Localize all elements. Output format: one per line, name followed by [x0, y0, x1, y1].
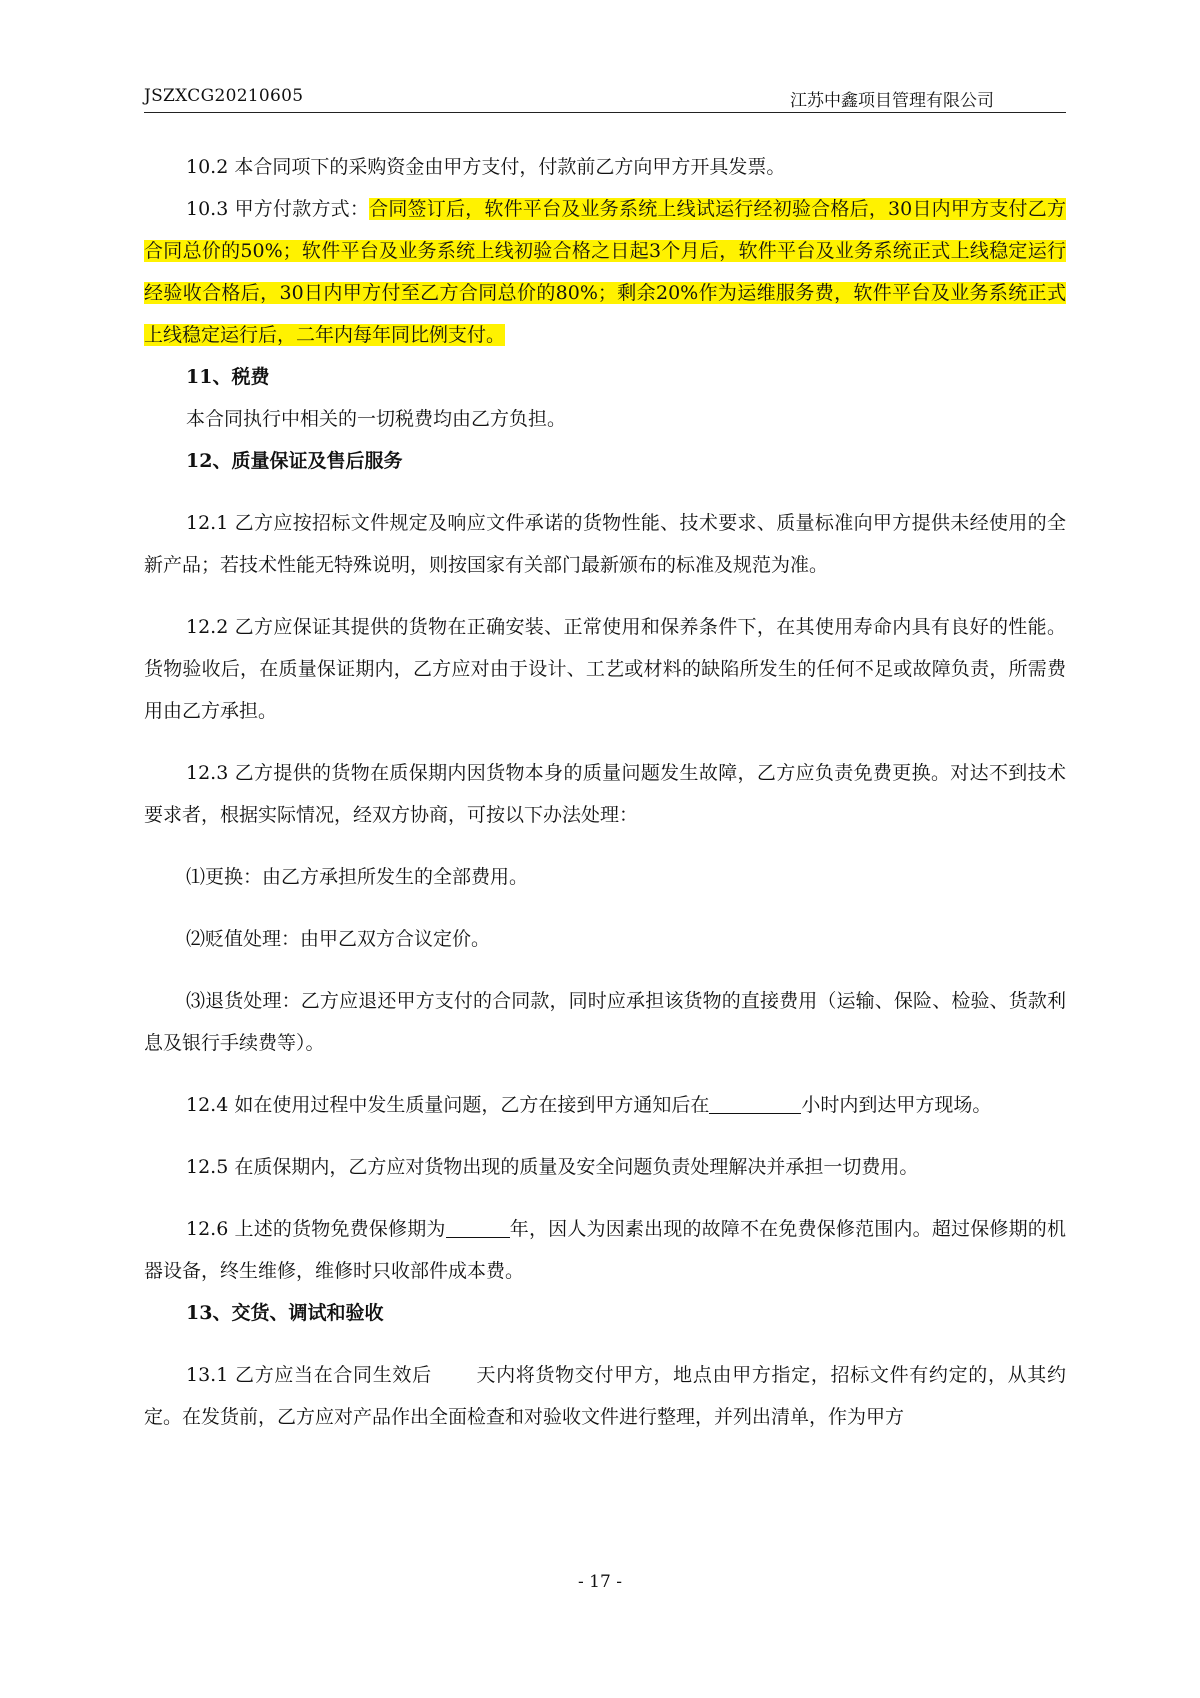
list-item-return: ⑶退货处理：乙方应退还甲方支付的合同款，同时应承担该货物的直接费用（运输、保险、检验、货款利息及银行手续费等）。: [144, 990, 1066, 1054]
clause-12-3: 12.3 乙方提供的货物在质保期内因货物本身的质量问题发生故障，乙方应负责免费更换。对达不到技术要求者，根据实际情况，经双方协商，可按以下办法处理：: [144, 762, 1066, 826]
clause-13-1-text-b: 天内将货物交付甲方，地点由甲方指定，招标文件有约定的，从其约定。在发货前，乙方应对产品作出全面检查和对验收文件进行整理，并列出清单，作为甲方: [144, 1364, 1066, 1428]
clause-12-4-text-b: 小时内到达甲方现场。: [801, 1094, 992, 1116]
clause-12-2: 12.2 乙方应保证其提供的货物在正确安装、正常使用和保养条件下，在其使用寿命内具有良好的性能。货物验收后，在质量保证期内，乙方应对由于设计、工艺或材料的缺陷所发生的任何不足或故障负责，所需费用由乙方承担。: [144, 616, 1066, 722]
clause-12-5: 12.5 在质保期内，乙方应对货物出现的质量及安全问题负责处理解决并承担一切费用。: [186, 1156, 919, 1178]
fill-blank-hours: [709, 1091, 801, 1114]
clause-12-6-text-b: 年，因人为因素出现的故障不在免费保修范围内。超过保修期的机器设备，终生维修，维修时只收部件成本费。: [144, 1218, 1066, 1282]
clause-12-4: [144, 1084, 1066, 1126]
clause-12-4-text-a: 12.4 如在使用过程中发生质量问题，乙方在接到甲方通知后在: [186, 1094, 710, 1116]
clause-13-1-text-a: 13.1 乙方应当在合同生效后: [186, 1364, 432, 1386]
clause-12-1: 12.1 乙方应按招标文件规定及响应文件承诺的货物性能、技术要求、质量标准向甲方提供未经使用的全新产品；若技术性能无特殊说明，则按国家有关部门最新颁布的标准及规范为准。: [144, 512, 1066, 576]
clause-10-2: 10.2 本合同项下的采购资金由甲方支付，付款前乙方向甲方开具发票。: [186, 156, 786, 178]
fill-blank-days: [432, 1362, 476, 1384]
clause-10-3-prefix: 10.3 甲方付款方式：: [186, 198, 370, 220]
page-number: - 17 -: [578, 1572, 622, 1592]
clause-12-6: [144, 1208, 1066, 1292]
section-heading-13: 13、交货、调试和验收: [186, 1302, 384, 1324]
clause-10-3: [144, 188, 1066, 356]
company-name: 江苏中鑫项目管理有限公司: [790, 91, 994, 111]
clause-11: 本合同执行中相关的一切税费均由乙方负担。: [186, 408, 567, 430]
section-heading-11: 11、税费: [186, 366, 270, 388]
list-item-depreciation: ⑵贬值处理：由甲乙双方合议定价。: [186, 928, 491, 950]
highlighted-payment-terms: 合同签订后，软件平台及业务系统上线试运行经初验合格后，30日内甲方支付乙方合同总价的50%；软件平台及业务系统上线初验合格之日起3个月后，软件平台及业务系统正式上线稳定运行经验收合格后，30日内甲方付至乙方合同总价的80%；剩余20%作为运维服务费，软件平台及业务系统正式上线稳定运行后，二年内每年同比例支付。: [144, 198, 1066, 346]
fill-blank-years: [446, 1215, 510, 1238]
page-header: [144, 86, 1066, 113]
section-heading-12: 12、质量保证及售后服务: [186, 450, 403, 472]
list-item-replace: ⑴更换：由乙方承担所发生的全部费用。: [186, 866, 529, 888]
clause-13-1: [144, 1354, 1066, 1438]
document-body: [144, 146, 1066, 1438]
document-code: JSZXCG20210605: [144, 86, 304, 106]
clause-12-6-text-a: 12.6 上述的货物免费保修期为: [186, 1218, 446, 1240]
